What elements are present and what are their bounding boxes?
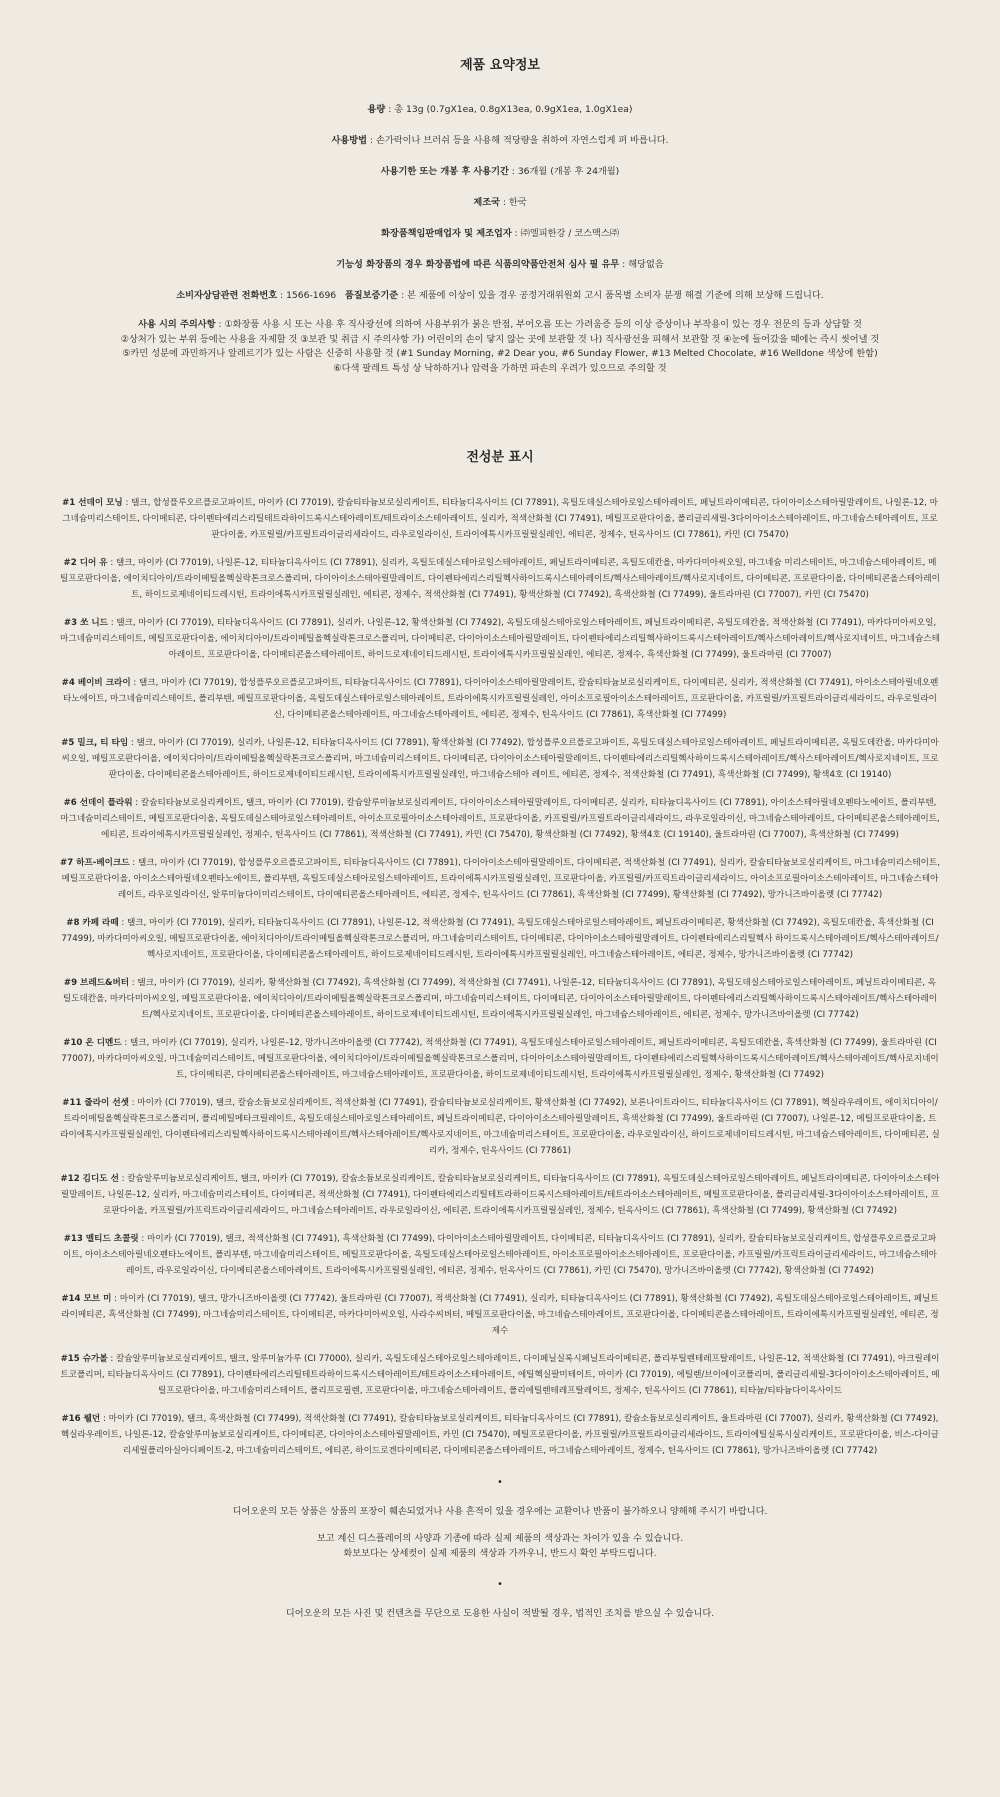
summary-row: 사용방법 : 손가락이나 브러쉬 등을 사용해 적당량을 취하여 자연스럽게 펴 바릅니다. [331, 135, 669, 146]
quality-label: 품질보증기준 [344, 290, 399, 301]
summary-row-value: ㈜엘피한강 / 코스맥스㈜ [520, 228, 619, 239]
quality-value: 본 제품에 이상이 있을 경우 공정거래위원회 고시 품목별 소비자 분쟁 해결 기준에 의해 보상해 드립니다. [407, 290, 824, 301]
ingredient-entry: #7 하프-베이크드 : 탤크, 마이카 (CI 77019), 합성플루오르플로고파이트, 티타늄디옥사이드 (CI 77891), 다이아이소스테아릴말레이트, 다이메티콘, 적색산화철 (CI 77491), 실리카, 칼슘티타늄보로실리케이트, 마그네슘미리스테이트, 메틸프로판다이올, 아이소스테아릴네오펜타노에이트, 폴리부텐, 옥틸도데실스테아로일스테아레이트, 트라이에톡시카프릴릴실레인, 프로판다이올, 카프릴릴/카프릭트라이글리세라이드, 아이소프로필아이소스테아레이트, 마그네슘스테아레이트, 라우로일라이신, 알루미늄다이미리스테이트, 다이메티콘올스테아레이트, 에티콘, 정제수, 틴옥사이드 (CI 77861), 흑색산화철 (CI 77499), 황색산화철 (CI 77492), 망가니즈바이올렛 (CI 77742) [60, 858, 940, 900]
ingredient-text: 탤크, 합성플루오르플로고파이트, 마이카 (CI 77019), 칼슘티타늄보로실리케이트, 티타늄디옥사이드 (CI 77891), 옥틸도데실스테아로일스테아레이트, 페닐트라이메티콘, 다이아이소스테아릴말레이트, 나일론-12, 마그네슘미리스테이트, 다이메티콘, 다이펜타에리스리틸테트라하이드록시스테아레이트/테트라이소스테아레이트, 실리카, 적색산화철 (CI 77491), 메틸프로판다이올, 폴리글리세릴-3다이아이소스테아레이트, 마그네슘스테아레이트, 프로판다이올, 카프릴릴/카프릴트라이글리세라이드, 라우로일라이신, 트라이에톡시카프릴릴실레인, 에티콘, 정제수, 틴옥사이드 (CI 77861), 카민 (CI 75470) [62, 498, 938, 540]
ingredient-entry: #8 카페 라떼 : 탤크, 마이카 (CI 77019), 실리카, 티타늄디옥사이드 (CI 77891), 나일론-12, 적색산화철 (CI 77491), 옥틸도데실스테아로일스테아레이트, 페닐트라이메티콘, 황색산화철 (CI 77492), 옥틸도데칸올, 흑색산화철 (CI 77499), 마카다미아씨오일, 메틸프로판다이올, 에이치디아이/트라이메틸올헥실락톤크로스폴리머, 마그네슘미리스테이트, 다이메티콘, 다이아이소스테아릴말레이트, 다이펜타에리스리틸헥사 하이드록시스테아레이트/헥사스테아레이트/헥사로지네이트, 프로판다이올, 다이메티콘올스테아레이트, 하이드로제네이티드레시틴, 트라이에톡시카프릴릴실레인, 마그네슘스테아레이트, 에티콘, 정제수, 망가니즈바이올렛 (CI 77742) [61, 918, 939, 960]
ingredient-text: 탤크, 마이카 (CI 77019), 실리카, 나일론-12, 망가니즈바이올렛 (CI 77742), 적색산화철 (CI 77491), 옥틸도데실스테아로일스테아레이트, 페닐트라이메티콘, 옥틸도데칸올, 흑색산화철 (CI 77499), 울트라마린 (CI 77007), 마카다미아씨오일, 마그네슘미리스테이트, 메틸프로판다이올, 에이치디아이/트라이메틸올헥실락톤크로스폴리머, 다이아이소스테아릴말레이트, 다이펜타에리스리틸헥사하이드록시스테아레이트/헥사스테아레이트/헥사로지네이트, 다이메티콘, 다이메티콘올스테아레이트, 마그네슘스테아레이트, 프로판다이올, 하이드로제네이티드레시틴, 트라이에톡시카프릴릴실레인, 정제수, 황색산화철 (CI 77492) [61, 1038, 939, 1080]
ingredient-text: 탤크, 마이카 (CI 77019), 티타늄디옥사이드 (CI 77891), 실리카, 나일론-12, 황색산화철 (CI 77492), 옥틸도데실스테아로일스테아레이트, 페닐트라이메티콘, 옥틸도데칸올, 적색산화철 (CI 77491), 마카다미아씨오일, 마그네슘미리스테이트, 메틸프로판다이올, 에이치디아이/트라이메틸올헥실락톤크로스폴리머, 다이메티콘, 다이아이소스테아릴말레이트, 다이펜타에리스리틸헥사하이드록시스테아레이트/헥사스테아레이트/헥사로지네이트, 마그네슘스테아레이트, 프로판다이올, 다이메티콘올스테아레이트, 하이드로제네이티드레시틴, 트라이에톡시카프릴릴실레인, 에티콘, 정제수, 흑색산화철 (CI 77499), 울트라마린 (CI 77007) [60, 618, 940, 660]
summary-title: 제품 요약정보 [460, 58, 540, 73]
ingredient-shade-name: #12 김디도 선 [60, 1174, 119, 1184]
ingredient-entry: #4 베이비 크라이 : 탤크, 마이카 (CI 77019), 합성플루오르플로고파이트, 티타늄디옥사이드 (CI 77891), 다이아이소스테아릴말레이트, 칼슘티타늄보로실리케이트, 다이메티콘, 실리카, 적색산화철 (CI 77491), 아이소스테아릴네오펜타노에이트, 마그네슘미리스테이트, 폴리부텐, 메틸프로판다이올, 옥틸도데실스테아로일스테아레이트, 트라이에톡시카프릴릴실레인, 아이소프로필아이소스테아레이트, 프로판다이올, 카프릴릴/카프릴트라이글리세라이드, 라우로일라이신, 다이메티콘올스테아레이트, 마그네슘스테아레이트, 에티콘, 정제수, 틴옥사이드 (CI 77861), 흑색산화철 (CI 77499) [61, 678, 939, 720]
ingredient-shade-name: #13 멜티드 초콜릿 [63, 1234, 139, 1244]
ingredient-shade-name: #14 모브 미 [61, 1294, 112, 1304]
ingredient-shade-name: #1 선데이 모닝 [62, 498, 123, 508]
summary-row-value: 총 13g (0.7gX1ea, 0.8gX13ea, 0.9gX1ea, 1.0gX1ea) [394, 104, 633, 115]
ingredient-entry: #3 쏘 니드 : 탤크, 마이카 (CI 77019), 티타늄디옥사이드 (CI 77891), 실리카, 나일론-12, 황색산화철 (CI 77492), 옥틸도데실스테아로일스테아레이트, 페닐트라이메티콘, 옥틸도데칸올, 적색산화철 (CI 77491), 마카다미아씨오일, 마그네슘미리스테이트, 메틸프로판다이올, 에이치디아이/트라이메틸올헥실락톤크로스폴리머, 다이메티콘, 다이아이소스테아릴말레이트, 다이펜타에리스리틸헥사하이드록시스테아레이트/헥사스테아레이트/헥사로지네이트, 마그네슘스테아레이트, 프로판다이올, 다이메티콘올스테아레이트, 하이드로제네이티드레시틴, 트라이에톡시카프릴릴실레인, 에티콘, 정제수, 흑색산화철 (CI 77499), 울트라마린 (CI 77007) [60, 618, 940, 660]
ingredients-list [60, 495, 940, 1459]
ingredient-shade-name: #10 온 디멘드 [63, 1038, 122, 1048]
ingredient-entry: #6 선데이 플라워 : 칼슘티타늄보로실리케이트, 탤크, 마이카 (CI 77019), 칼슘알루미늄보로실리케이트, 다이아이소스테아릴말레이트, 다이메티콘, 실리카, 티타늄디옥사이드 (CI 77891), 아이소스테아릴네오펜타노에이트, 폴리부텐, 마그네슘미리스테이트, 메틸프로판다이올, 옥틸도데실스테아로일스테아레이트, 아이소프로필아이소스테아레이트, 프로판다이올, 카프릴릴/카프릴트라이글리세라이드, 라우로일라이신, 마그네슘스테아레이트, 다이메티콘올스테아레이트, 에티콘, 트라이에톡시카프릴릴실레인, 정제수, 틴옥사이드 (CI 77861), 적색산화철 (CI 77491), 카민 (CI 75470), 황색산화철 (CI 77492), 황색4호 (CI 19140), 울트라마린 (CI 77007), 흑색산화철 (CI 77499) [60, 798, 940, 840]
ingredient-shade-name: #4 베이비 크라이 [61, 678, 131, 688]
ingredient-shade-name: #6 선데이 플라워 [63, 798, 133, 808]
ingredient-text: 탤크, 마이카 (CI 77019), 나일론-12, 티타늄디옥사이드 (CI 77891), 실리카, 옥틸도데실스테아로일스테아레이트, 페닐트라이메티콘, 옥틸도데칸올, 마카다미아씨오일, 마그네슘 미리스테이트, 마그네슘스테아레이트, 메틸프로판다이올, 에이치디아이/트라이메틸올헥실락톤크로스폴리머, 다이아이소스테아릴말레이트, 다이펜타에리스리틸헥사하이드록시스테아레이트/헥사스테아레이트/헥사로지네이트, 다이메티콘, 프로판다이올, 다이메티콘올스테아레이트, 하이드로제네이티드레시틴, 트라이에톡시카프릴릴실레인, 에티콘, 정제수, 적색산화철 (CI 77491), 황색산화철 (CI 77492), 흑색산화철 (CI 77499), 울트라마린 (CI 77007), 카민 (CI 75470) [60, 558, 940, 600]
ingredient-entry: #5 밀크, 티 타임 : 탤크, 마이카 (CI 77019), 실리카, 나일론-12, 티타늄디옥사이드 (CI 77891), 황색산화철 (CI 77492), 합성플루오르플로고파이트, 옥틸도데실스테아로일스테아레이트, 페닐트라이메티콘, 옥틸도데칸올, 마카다미아씨오일, 메틸프로판다이올, 에이치디아이/트라이메틸올헥실락톤크로스폴리머, 마그네슘미리스테이트, 다이메티콘, 다이아이소스테아릴말레이트, 다이펜타에리스리틸헥사하이드록시스테아레이트/헥사스테아레이트/헥사로지네이트, 프로판다이올, 다이메티콘올스테아레이트, 하이드로제네이티드레시틴, 트라이에톡시카프릴릴실레인, 마그네슘스테아 레이트, 에티콘, 정제수, 적색산화철 (CI 77491), 흑색산화철 (CI 77499), 황색4호 (CI 19140) [61, 738, 939, 780]
ingredient-shade-name: #8 카페 라떼 [66, 918, 119, 928]
caution-line: ⑤카민 성분에 과민하거나 알레르기가 있는 사람은 신중히 사용할 것 (#1 Sunday Morning, #2 Dear you, #6 Sunday Flower, #13 Melted Chocolate, #16 Welldone 색상에 한함) [122, 348, 878, 359]
ingredient-shade-name: #11 줄라이 선셋 [62, 1098, 129, 1108]
ingredient-text: 탤크, 마이카 (CI 77019), 실리카, 황색산화철 (CI 77492), 흑색산화철 (CI 77499), 적색산화철 (CI 77491), 나일론-12, 티타늄디옥사이드 (CI 77891), 옥틸도데실스테아로일스테아레이트, 페닐트라이메티콘, 옥틸도데칸올, 마카다미아씨오일, 메틸프로판다이올, 에이치디아이/트라이메틸올헥실락톤크로스폴리머, 마그네슘미리스테이트, 다이메티콘, 다이아이소스테아릴말레이트, 다이펜타에리스리틸헥사하이드록시스테아레이트/헥사스테아레이트/헥사로지네이트, 프로판다이올, 다이메티콘올스테아레이트, 하이드로제네이티드레시틴, 트라이에톡시카프릴릴실레인, 마그네슘스테아레이트, 에티콘, 정제수, 망가니즈바이올렛 (CI 77742) [62, 978, 938, 1020]
summary-row-label: 용량 [367, 104, 386, 115]
ingredient-shade-name: #7 하프-베이크드 [60, 858, 130, 868]
caution-line: ⑥다색 팔레트 특성 상 낙하하거나 압력을 가하면 파손의 우려가 있으므로 주의할 것 [333, 362, 667, 374]
ingredient-shade-name: #9 브레드&버터 [63, 978, 130, 988]
ingredient-entry: #16 웰던 : 마이카 (CI 77019), 탤크, 흑색산화철 (CI 77499), 적색산화철 (CI 77491), 칼슘티타늄보로실리케이트, 티타늄디옥사이드 (CI 77891), 칼슘소듐보로실리케이트, 울트라마린 (CI 77007), 실리카, 황색산화철 (CI 77492), 헥실라우레이트, 나일론-12, 칼슘알루미늄보로실리케이트, 다이메티콘, 다이아이소스테아릴말레이트, 카민 (CI 75470), 메틸프로판다이올, 카프릴릴/카프릴트라이글리세라이드, 트라이에틸실록시실리케이트, 프로판다이올, 비스-다이글리세릴폴리아실아디페이트-2, 마그네슘미리스테이트, 에티콘, 하이드로겐다이메티콘, 다이메티콘올스테아레이트, 마그네슘스테아레이트, 정제수, 틴옥사이드 (CI 77861), 망가니즈바이올렛 (CI 77742) [60, 1414, 940, 1456]
caution-block: 사용 시의 주의사항 : ①화장품 사용 시 또는 사용 후 직사광선에 의하여 사용부위가 붉은 반점, 부어오름 또는 가려움증 등의 이상 증상이나 부작용이 있는 경우 전문의 등과 상담할 것 ②상처가 있는 부위 등에는 사용을 자제할 것 ③보관 및 취급 시 주의사항 가) 어린이의 손이 닿지 않는 곳에 보관할 것 나) 직사광선을 피해서 보관할 것 ④눈에 들어갔을 때에는 즉시 씻어낼 것 ⑤카민 성분에 과민하거나 알레르기가 있는 사람은 신중히 사용할 것 (#1 Sunday Morning, #2 Dear you, #6 Sunday Flower, #13 Melted Chocolate, #16 Welldone 색상에 한함) ⑥다색 팔레트 특성 상 낙하하거나 압력을 가하면 파손의 우려가 있으므로 주의할 것 [60, 318, 940, 376]
contact-row: 소비자상담관련 전화번호 : 1566-1696 품질보증기준 : 본 제품에 이상이 있을 경우 공정거래위원회 고시 품목별 소비자 분쟁 해결 기준에 의해 보상해 드립니다. [176, 290, 824, 301]
summary-row-value: 해당없음 [628, 259, 664, 270]
summary-row-label: 사용기한 또는 개봉 후 사용기간 [380, 166, 509, 177]
summary-row-label: 화장품책임판매업자 및 제조업자 [381, 228, 512, 239]
summary-rows [60, 103, 940, 272]
summary-row-label: 기능성 화장품의 경우 화장품법에 따른 식품의약품안전처 심사 필 유무 [336, 259, 620, 270]
ingredient-entry: #2 디어 유 : 탤크, 마이카 (CI 77019), 나일론-12, 티타늄디옥사이드 (CI 77891), 실리카, 옥틸도데실스테아로일스테아레이트, 페닐트라이메티콘, 옥틸도데칸올, 마카다미아씨오일, 마그네슘 미리스테이트, 마그네슘스테아레이트, 메틸프로판다이올, 에이치디아이/트라이메틸올헥실락톤크로스폴리머, 다이아이소스테아릴말레이트, 다이펜타에리스리틸헥사하이드록시스테아레이트/헥사스테아레이트/헥사로지네이트, 다이메티콘, 프로판다이올, 다이메티콘올스테아레이트, 하이드로제네이티드레시틴, 트라이에톡시카프릴릴실레인, 에티콘, 정제수, 적색산화철 (CI 77491), 황색산화철 (CI 77492), 흑색산화철 (CI 77499), 울트라마린 (CI 77007), 카민 (CI 75470) [60, 558, 940, 600]
ingredient-shade-name: #16 웰던 [61, 1414, 101, 1424]
contact-phone-label: 소비자상담관련 전화번호 [176, 290, 278, 301]
ingredient-text: 칼슘알루미늄보로실리케이트, 탤크, 알루미늄가루 (CI 77000), 실리카, 옥틸도데실스테아로일스테아레이트, 다이페닐실록시페닐트라이메티콘, 폴리부틸렌테레프탈레이트, 나일론-12, 적색산화철 (CI 77491), 아크릴레이트코폴리머, 티타늄디옥사이드 (CI 77891), 다이펜타에리스리틸테트라하이드록시스테아레이트/테트라이소스테아레이트, 에틸헥실팔미테이트, 마이카 (CI 77019), 에틸렌/브이에이코폴리머, 폴리글리세릴-3다이아이소스테아레이트, 메틸프로판다이올, 마그네슘미리스테이트, 폴리프로필렌, 프로판다이올, 마그네슘스테아레이트, 폴리에틸렌테레프탈레이트, 정제수, 틴옥사이드 (CI 77861), 티타늄/티타늄다이옥사이드 [60, 1354, 940, 1396]
ingredient-shade-name: #15 슈가볼 [60, 1354, 108, 1364]
bullet-divider: • [497, 1477, 503, 1488]
ingredient-text: 마이카 (CI 77019), 탤크, 칼슘소듐보로실리케이트, 적색산화철 (CI 77491), 칼슘티타늄보로실리케이트, 황색산화철 (CI 77492), 보론나이트라이드, 티타늄디옥사이드 (CI 77891), 헥실라우레이트, 에이치디아이/트라이메틸올헥실락톤크로스폴리머, 폴리메틸메타크릴레이트, 옥틸도데실스테아로일스테아레이트, 페닐트라이메티콘, 다이아이소스테아릴말레이트, 흑색산화철 (CI 77499), 울트라마린 (CI 77007), 나일론-12, 메틸프로판다이올, 트라이에톡시카프릴릴실레인, 다이펜타에리스리틸헥사하이드록시스테아레이트/헥사스테아레이트/헥사로지네이트, 마그네슘미리스테이트, 프로판다이올, 라우로일라이신, 하이드로제네이티드레시틴, 마그네슘스테아레이트, 다이메티콘, 실리카, 정제수, 틴옥사이드 (CI 77861) [60, 1098, 940, 1156]
contact-phone-value: 1566-1696 [286, 290, 337, 301]
ingredient-text: 탤크, 마이카 (CI 77019), 합성플루오르플로고파이트, 티타늄디옥사이드 (CI 77891), 다이아이소스테아릴말레이트, 칼슘티타늄보로실리케이트, 다이메티콘, 실리카, 적색산화철 (CI 77491), 아이소스테아릴네오펜타노에이트, 마그네슘미리스테이트, 폴리부텐, 메틸프로판다이올, 옥틸도데실스테아로일스테아레이트, 트라이에톡시카프릴릴실레인, 아이소프로필아이소스테아레이트, 프로판다이올, 카프릴릴/카프릴트라이글리세라이드, 라우로일라이신, 다이메티콘올스테아레이트, 마그네슘스테아레이트, 에티콘, 정제수, 틴옥사이드 (CI 77861), 흑색산화철 (CI 77499) [63, 678, 939, 720]
ingredient-shade-name: #2 디어 유 [63, 558, 108, 568]
ingredient-entry: #1 선데이 모닝 : 탤크, 합성플루오르플로고파이트, 마이카 (CI 77019), 칼슘티타늄보로실리케이트, 티타늄디옥사이드 (CI 77891), 옥틸도데실스테아로일스테아레이트, 페닐트라이메티콘, 다이아이소스테아릴말레이트, 나일론-12, 마그네슘미리스테이트, 다이메티콘, 다이펜타에리스리틸테트라하이드록시스테아레이트/테트라이소스테아레이트, 실리카, 적색산화철 (CI 77491), 메틸프로판다이올, 폴리글리세릴-3다이아이소스테아레이트, 마그네슘스테아레이트, 프로판다이올, 카프릴릴/카프릴트라이글리세라이드, 라우로일라이신, 트라이에톡시카프릴릴실레인, 에티콘, 정제수, 틴옥사이드 (CI 77861), 카민 (CI 75470) [62, 498, 938, 540]
ingredient-text: 칼슘알루미늄보로실리케이트, 탤크, 마이카 (CI 77019), 칼슘소듐보로실리케이트, 칼슘티타늄보로실리케이트, 티타늄디옥사이드 (CI 77891), 옥틸도데실스테아로일스테아레이트, 페닐트라이메티콘, 다이아이소스테아릴말레이트, 나일론-12, 실리카, 마그네슘미리스테이트, 다이메티콘, 적색산화철 (CI 77491), 다이펜타에리스리틸테트라하이드록시스테아레이트/테트라이소스테아레이트, 메틸프로판다이올, 폴리글리세릴-3다이아이소스테아레이트, 프로판다이올, 카프릴릴/카프릭트라이글리세라이드, 마그네슘스테아레이트, 라우로일라이신, 에티콘, 트라이에톡시카프릴릴실레인, 정제수, 틴옥사이드 (CI 77861), 흑색산화철 (CI 77499), 황색산화철 (CI 77492) [60, 1174, 940, 1216]
ingredient-entry: #13 멜티드 초콜릿 : 마이카 (CI 77019), 탤크, 적색산화철 (CI 77491), 흑색산화철 (CI 77499), 다이아이소스테아릴말레이트, 다이메티콘, 티타늄디옥사이드 (CI 77891), 실리카, 칼슘티타늄보로실리케이트, 합성플루오르플로고파이트, 아이소스테아릴네오펜타노에이트, 폴리부텐, 마그네슘미리스테이트, 메틸프로판다이올, 옥틸도데실스테아로일스테아레이트, 아이소프로필아이소스테아레이트, 프로판다이올, 카프릴릴/카프릭트라이글리세라이드, 마그네슘스테아레이트, 라우로일라이신, 다이메티콘올스테아레이트, 트라이에톡시카프릴릴실레인, 에티콘, 정제수, 틴옥사이드 (CI 77861), 카민 (CI 75470), 망가니즈바이올렛 (CI 77742), 황색산화철 (CI 77492) [63, 1234, 937, 1276]
caution-line: ②상처가 있는 부위 등에는 사용을 자제할 것 ③보관 및 취급 시 주의사항 가) 어린이의 손이 닿지 않는 곳에 보관할 것 나) 직사광선을 피해서 보관할 것 ④눈에 들어갔을 때에는 즉시 씻어낼 것 [120, 333, 880, 345]
ingredient-text: 마이카 (CI 77019), 탤크, 적색산화철 (CI 77491), 흑색산화철 (CI 77499), 다이아이소스테아릴말레이트, 다이메티콘, 티타늄디옥사이드 (CI 77891), 실리카, 칼슘티타늄보로실리케이트, 합성플루오르플로고파이트, 아이소스테아릴네오펜타노에이트, 폴리부텐, 마그네슘미리스테이트, 메틸프로판다이올, 옥틸도데실스테아로일스테아레이트, 아이소프로필아이소스테아레이트, 프로판다이올, 카프릴릴/카프릭트라이글리세라이드, 마그네슘스테아레이트, 라우로일라이신, 다이메티콘올스테아레이트, 트라이에톡시카프릴릴실레인, 에티콘, 정제수, 틴옥사이드 (CI 77861), 카민 (CI 75470), 망가니즈바이올렛 (CI 77742), 황색산화철 (CI 77492) [63, 1234, 937, 1276]
ingredient-text: 칼슘티타늄보로실리케이트, 탤크, 마이카 (CI 77019), 칼슘알루미늄보로실리케이트, 다이아이소스테아릴말레이트, 다이메티콘, 실리카, 티타늄디옥사이드 (CI 77891), 아이소스테아릴네오펜타노에이트, 폴리부텐, 마그네슘미리스테이트, 메틸프로판다이올, 옥틸도데실스테아로일스테아레이트, 아이소프로필아이소스테아레이트, 프로판다이올, 카프릴릴/카프릴트라이글리세라이드, 라우로일라이신, 마그네슘스테아레이트, 다이메티콘올스테아레이트, 에티콘, 트라이에톡시카프릴릴실레인, 정제수, 틴옥사이드 (CI 77861), 적색산화철 (CI 77491), 카민 (CI 75470), 황색산화철 (CI 77492), 황색4호 (CI 19140), 울트라마린 (CI 77007), 흑색산화철 (CI 77499) [60, 798, 940, 840]
summary-row-value: 36개월 (개봉 후 24개월) [517, 166, 620, 177]
summary-row: 제조국 : 한국 [473, 197, 527, 208]
ingredient-text: 마이카 (CI 77019), 탤크, 흑색산화철 (CI 77499), 적색산화철 (CI 77491), 칼슘티타늄보로실리케이트, 티타늄디옥사이드 (CI 77891), 칼슘소듐보로실리케이트, 울트라마린 (CI 77007), 실리카, 황색산화철 (CI 77492), 헥실라우레이트, 나일론-12, 칼슘알루미늄보로실리케이트, 다이메티콘, 다이아이소스테아릴말레이트, 카민 (CI 75470), 메틸프로판다이올, 카프릴릴/카프릴트라이글리세라이드, 트라이에틸실록시실리케이트, 프로판다이올, 비스-다이글리세릴폴리아실아디페이트-2, 마그네슘미리스테이트, 에티콘, 하이드로겐다이메티콘, 다이메티콘올스테아레이트, 마그네슘스테아레이트, 정제수, 틴옥사이드 (CI 77861), 망가니즈바이올렛 (CI 77742) [60, 1414, 940, 1456]
bullet-divider: • [497, 1579, 503, 1590]
summary-row: 용량 : 총 13g (0.7gX1ea, 0.8gX13ea, 0.9gX1ea, 1.0gX1ea) [367, 104, 633, 115]
ingredient-text: 탤크, 마이카 (CI 77019), 실리카, 티타늄디옥사이드 (CI 77891), 나일론-12, 적색산화철 (CI 77491), 옥틸도데실스테아로일스테아레이트, 페닐트라이메티콘, 황색산화철 (CI 77492), 옥틸도데칸올, 흑색산화철 (CI 77499), 마카다미아씨오일, 메틸프로판다이올, 에이치디아이/트라이메틸올헥실락톤크로스폴리머, 마그네슘미리스테이트, 다이메티콘, 다이아이소스테아릴말레이트, 다이펜타에리스리틸헥사 하이드록시스테아레이트/헥사스테아레이트/헥사로지네이트, 프로판다이올, 다이메티콘올스테아레이트, 하이드로제네이티드레시틴, 트라이에톡시카프릴릴실레인, 마그네슘스테아레이트, 에티콘, 정제수, 망가니즈바이올렛 (CI 77742) [61, 918, 939, 960]
notice-return-policy: 디어오운의 모든 상품은 상품의 포장이 훼손되었거나 사용 흔적이 있을 경우에는 교환이나 반품이 불가하오니 양해해 주시기 바랍니다. [232, 1506, 768, 1517]
ingredient-entry: #12 김디도 선 : 칼슘알루미늄보로실리케이트, 탤크, 마이카 (CI 77019), 칼슘소듐보로실리케이트, 칼슘티타늄보로실리케이트, 티타늄디옥사이드 (CI 77891), 옥틸도데실스테아로일스테아레이트, 페닐트라이메티콘, 다이아이소스테아릴말레이트, 나일론-12, 실리카, 마그네슘미리스테이트, 다이메티콘, 적색산화철 (CI 77491), 다이펜타에리스리틸테트라하이드록시스테아레이트/테트라이소스테아레이트, 메틸프로판다이올, 폴리글리세릴-3다이아이소스테아레이트, 프로판다이올, 카프릴릴/카프릭트라이글리세라이드, 마그네슘스테아레이트, 라우로일라이신, 에티콘, 트라이에톡시카프릴릴실레인, 정제수, 틴옥사이드 (CI 77861), 흑색산화철 (CI 77499), 황색산화철 (CI 77492) [60, 1174, 940, 1216]
ingredient-shade-name: #5 밀크, 티 타임 [61, 738, 129, 748]
summary-row-value: 한국 [508, 197, 527, 208]
notice-detail-cut: 화보보다는 상세컷이 실제 제품의 색상과 가까우니, 반드시 확인 부탁드립니다. [343, 1548, 657, 1559]
ingredient-entry: #11 줄라이 선셋 : 마이카 (CI 77019), 탤크, 칼슘소듐보로실리케이트, 적색산화철 (CI 77491), 칼슘티타늄보로실리케이트, 황색산화철 (CI 77492), 보론나이트라이드, 티타늄디옥사이드 (CI 77891), 헥실라우레이트, 에이치디아이/트라이메틸올헥실락톤크로스폴리머, 폴리메틸메타크릴레이트, 옥틸도데실스테아로일스테아레이트, 페닐트라이메티콘, 다이아이소스테아릴말레이트, 흑색산화철 (CI 77499), 울트라마린 (CI 77007), 나일론-12, 메틸프로판다이올, 트라이에톡시카프릴릴실레인, 다이펜타에리스리틸헥사하이드록시스테아레이트/헥사스테아레이트/헥사로지네이트, 마그네슘미리스테이트, 프로판다이올, 라우로일라이신, 하이드로제네이티드레시틴, 마그네슘스테아레이트, 다이메티콘, 실리카, 정제수, 틴옥사이드 (CI 77861) [60, 1098, 940, 1156]
ingredient-entry: #9 브레드&버터 : 탤크, 마이카 (CI 77019), 실리카, 황색산화철 (CI 77492), 흑색산화철 (CI 77499), 적색산화철 (CI 77491), 나일론-12, 티타늄디옥사이드 (CI 77891), 옥틸도데실스테아로일스테아레이트, 페닐트라이메티콘, 옥틸도데칸올, 마카다미아씨오일, 메틸프로판다이올, 에이치디아이/트라이메틸올헥실락톤크로스폴리머, 마그네슘미리스테이트, 다이메티콘, 다이아이소스테아릴말레이트, 다이펜타에리스리틸헥사하이드록시스테아레이트/헥사스테아레이트/헥사로지네이트, 프로판다이올, 다이메티콘올스테아레이트, 하이드로제네이티드레시틴, 트라이에톡시카프릴릴실레인, 마그네슘스테아레이트, 에티콘, 정제수, 망가니즈바이올렛 (CI 77742) [62, 978, 938, 1020]
ingredient-shade-name: #3 쏘 니드 [63, 618, 108, 628]
notice-section [60, 1504, 940, 1561]
ingredient-text: 탤크, 마이카 (CI 77019), 합성플루오르플로고파이트, 티타늄디옥사이드 (CI 77891), 다이아이소스테아릴말레이트, 다이메티콘, 적색산화철 (CI 77491), 실리카, 칼슘티타늄보로실리케이트, 마그네슘미리스테이트, 메틸프로판다이올, 아이소스테아릴네오펜타노에이트, 폴리부텐, 옥틸도데실스테아로일스테아레이트, 트라이에톡시카프릴릴실레인, 프로판다이올, 카프릴릴/카프릭트라이글리세라이드, 아이소프로필아이소스테아레이트, 마그네슘스테아레이트, 라우로일라이신, 알루미늄다이미리스테이트, 다이메티콘올스테아레이트, 에티콘, 정제수, 틴옥사이드 (CI 77861), 흑색산화철 (CI 77499), 황색산화철 (CI 77492), 망가니즈바이올렛 (CI 77742) [61, 858, 940, 900]
summary-row: 화장품책임판매업자 및 제조업자 : ㈜엘피한강 / 코스맥스㈜ [381, 228, 619, 239]
summary-row-value: 손가락이나 브러쉬 등을 사용해 적당량을 취하여 자연스럽게 펴 바릅니다. [375, 135, 669, 146]
notice-color-diff: 보고 계신 디스플레이의 사양과 기종에 따라 실제 제품의 색상과는 차이가 있을 수 있습니다. [316, 1533, 684, 1544]
caution-line: ①화장품 사용 시 또는 사용 후 직사광선에 의하여 사용부위가 붉은 반점, 부어오름 또는 가려움증 등의 이상 증상이나 부작용이 있는 경우 전문의 등과 상담할 것 [224, 319, 862, 330]
ingredient-entry: #14 모브 미 : 마이카 (CI 77019), 탤크, 망가니즈바이올렛 (CI 77742), 울트라마린 (CI 77007), 적색산화철 (CI 77491), 실리카, 티타늄디옥사이드 (CI 77891), 황색산화철 (CI 77492), 옥틸도데실스테아로일스테아레이트, 페닐트라이메티콘, 흑색산화철 (CI 77499), 마그네슘미리스테이트, 다이메티콘, 마카다미아씨오일, 사라수씨버터, 메틸프로판다이올, 마그네슘스테아레이트, 프로판다이올, 다이메티콘올스테아레이트, 트라이에톡시카프릴릴실레인, 에티콘, 정제수 [61, 1294, 939, 1336]
ingredients-title: 전성분 표시 [466, 450, 534, 465]
summary-row-label: 사용방법 [331, 135, 368, 146]
summary-row-label: 제조국 [473, 197, 500, 208]
ingredient-text: 마이카 (CI 77019), 탤크, 망가니즈바이올렛 (CI 77742), 울트라마린 (CI 77007), 적색산화철 (CI 77491), 실리카, 티타늄디옥사이드 (CI 77891), 황색산화철 (CI 77492), 옥틸도데실스테아로일스테아레이트, 페닐트라이메티콘, 흑색산화철 (CI 77499), 마그네슘미리스테이트, 다이메티콘, 마카다미아씨오일, 사라수씨버터, 메틸프로판다이올, 마그네슘스테아레이트, 프로판다이올, 다이메티콘올스테아레이트, 트라이에톡시카프릴릴실레인, 에티콘, 정제수 [61, 1294, 939, 1336]
notice-copyright-section [60, 1606, 940, 1621]
caution-label: 사용 시의 주의사항 [138, 319, 216, 330]
summary-row: 기능성 화장품의 경우 화장품법에 따른 식품의약품안전처 심사 필 유무 : 해당없음 [336, 259, 664, 270]
summary-section [60, 103, 940, 376]
notice-copyright: 디어오운의 모든 사진 및 컨텐츠를 무단으로 도용한 사실이 적발될 경우, 법적인 조치를 받으실 수 있습니다. [285, 1608, 715, 1619]
summary-row: 사용기한 또는 개봉 후 사용기간 : 36개월 (개봉 후 24개월) [380, 166, 620, 177]
ingredient-text: 탤크, 마이카 (CI 77019), 실리카, 나일론-12, 티타늄디옥사이드 (CI 77891), 황색산화철 (CI 77492), 합성플루오르플로고파이트, 옥틸도데실스테아로일스테아레이트, 페닐트라이메티콘, 옥틸도데칸올, 마카다미아씨오일, 메틸프로판다이올, 에이치디아이/트라이메틸올헥실락톤크로스폴리머, 마그네슘미리스테이트, 다이메티콘, 다이아이소스테아릴말레이트, 다이펜타에리스리틸헥사하이드록시스테아레이트/헥사스테아레이트/헥사로지네이트, 프로판다이올, 다이메티콘올스테아레이트, 하이드로제네이티드레시틴, 트라이에톡시카프릴릴실레인, 마그네슘스테아 레이트, 에티콘, 정제수, 적색산화철 (CI 77491), 흑색산화철 (CI 77499), 황색4호 (CI 19140) [61, 738, 939, 780]
ingredient-entry: #10 온 디멘드 : 탤크, 마이카 (CI 77019), 실리카, 나일론-12, 망가니즈바이올렛 (CI 77742), 적색산화철 (CI 77491), 옥틸도데실스테아로일스테아레이트, 페닐트라이메티콘, 옥틸도데칸올, 흑색산화철 (CI 77499), 울트라마린 (CI 77007), 마카다미아씨오일, 마그네슘미리스테이트, 메틸프로판다이올, 에이치디아이/트라이메틸올헥실락톤크로스폴리머, 다이아이소스테아릴말레이트, 다이펜타에리스리틸헥사하이드록시스테아레이트/헥사스테아레이트/헥사로지네이트, 다이메티콘, 다이메티콘올스테아레이트, 마그네슘스테아레이트, 프로판다이올, 하이드로제네이티드레시틴, 트라이에톡시카프릴릴실레인, 정제수, 황색산화철 (CI 77492) [61, 1038, 939, 1080]
ingredient-entry: #15 슈가볼 : 칼슘알루미늄보로실리케이트, 탤크, 알루미늄가루 (CI 77000), 실리카, 옥틸도데실스테아로일스테아레이트, 다이페닐실록시페닐트라이메티콘, 폴리부틸렌테레프탈레이트, 나일론-12, 적색산화철 (CI 77491), 아크릴레이트코폴리머, 티타늄디옥사이드 (CI 77891), 다이펜타에리스리틸테트라하이드록시스테아레이트/테트라이소스테아레이트, 에틸헥실팔미테이트, 마이카 (CI 77019), 에틸렌/브이에이코폴리머, 폴리글리세릴-3다이아이소스테아레이트, 메틸프로판다이올, 마그네슘미리스테이트, 폴리프로필렌, 프로판다이올, 마그네슘스테아레이트, 폴리에틸렌테레프탈레이트, 정제수, 틴옥사이드 (CI 77861), 티타늄/티타늄다이옥사이드 [60, 1354, 940, 1396]
